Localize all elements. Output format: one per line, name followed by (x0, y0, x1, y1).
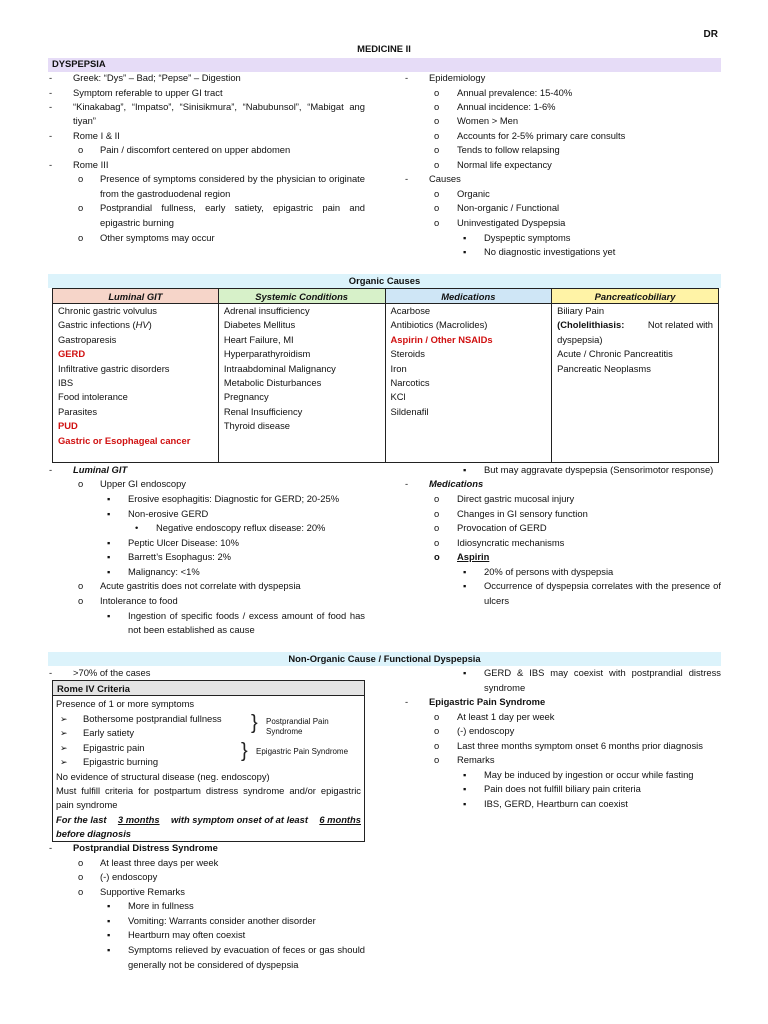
eps-item: Last three months symptom onset 6 months prior diagnosis (457, 740, 703, 751)
circle-marker: o (434, 522, 440, 533)
arrow-marker: ➢ (60, 757, 68, 767)
square-marker: ▪ (107, 900, 111, 911)
luminal-cell (53, 304, 219, 463)
pds-brace-label: Postprandial Pain (266, 717, 329, 726)
systemic-item: Thyroid disease (223, 420, 291, 432)
square-marker: ▪ (463, 464, 467, 475)
luminal-item: Gastroparesis (58, 333, 117, 345)
pds-brace-label-cont: Syndrome (266, 727, 303, 736)
rome-iv-box (52, 680, 365, 842)
negative-text: Negative endoscopy reflux disease: 20% (156, 522, 326, 533)
luminal-item: Gastric infections (HV) (58, 319, 152, 331)
nonorganic-heading: Non-Organic Cause / Functional Dyspepsia (288, 653, 481, 664)
eps-remark: Pain does not fulfill biliary pain criteria (484, 783, 641, 794)
dyspepsia-heading: DYSPEPSIA (52, 58, 106, 69)
luminal-item: Gastric or Esophageal cancer (58, 434, 191, 446)
gerd-ibs-text: GERD & IBS may coexist with postprandial distress (484, 667, 721, 678)
circle-marker: o (434, 740, 440, 751)
occurrence-text-cont: ulcers (484, 595, 510, 606)
circle-marker: o (434, 725, 440, 736)
medications-heading: Medications (429, 478, 484, 489)
pds-remark: More in fullness (128, 900, 194, 911)
rome3-sub2: Postprandial fullness, early satiety, epigastric pain and (100, 202, 365, 213)
rome-symptom: Epigastric burning (83, 756, 159, 767)
circle-marker: o (78, 173, 84, 184)
luminal-item: Infiltrative gastric disorders (58, 362, 170, 374)
rome12-sub: Pain / discomfort centered on upper abdomen (100, 144, 291, 155)
arrow-marker: ➢ (60, 714, 68, 724)
duration-part: 6 months (319, 814, 361, 825)
medication-item: KCl (390, 391, 406, 403)
pancreato-item (557, 318, 713, 332)
medication-item: Aspirin / Other NSAIDs (390, 333, 493, 345)
col-header-pancreaticobiliary: Pancreaticobiliary (552, 289, 719, 304)
eps-remark: IBS, GERD, Heartburn can coexist (484, 798, 628, 809)
square-marker: ▪ (107, 610, 111, 621)
dash-marker: - (49, 87, 53, 98)
luminal-item: Chronic gastric volvulus (58, 305, 157, 316)
dash-marker: - (49, 101, 53, 112)
circle-marker: o (434, 537, 440, 548)
uninvestigated-item: Dyspeptic symptoms (484, 232, 571, 243)
square-marker: ▪ (107, 537, 111, 548)
arrow-marker: ➢ (60, 743, 68, 753)
square-marker: ▪ (463, 580, 467, 591)
square-marker: ▪ (463, 566, 467, 577)
epi-item: Accounts for 2-5% primary care consults (457, 130, 626, 141)
rome-iv-heading: Rome IV Criteria (53, 681, 364, 696)
systemic-item: Renal Insufficiency (223, 405, 303, 417)
circle-marker: o (78, 580, 84, 591)
square-marker: ▪ (107, 551, 111, 562)
dash-marker: - (405, 72, 409, 83)
rome-symptom: Bothersome postprandial fullness (83, 713, 222, 724)
circle-marker: o (78, 595, 84, 606)
organic-causes-table (52, 288, 719, 463)
etymology-text: Greek: “Dys” – Bad; “Pepse” – Digestion (73, 72, 241, 83)
pds-heading: Postprandial Distress Syndrome (73, 842, 218, 853)
medication-item: Narcotics (390, 377, 430, 389)
must-fulfill-text: Must fulfill criteria for postpartum distress syndrome and/or epigastric (56, 785, 361, 796)
cholelithiasis-text: Not related with (647, 319, 713, 331)
eps-item: At least 1 day per week (457, 711, 555, 722)
col-header-medications: Medications (385, 289, 552, 304)
barretts-text: Barrett’s Esophagus: 2% (128, 551, 232, 562)
luminal-item: IBS (58, 377, 74, 389)
epi-item: Annual prevalence: 15-40% (457, 87, 573, 98)
duration-text-cont: before diagnosis (56, 828, 132, 839)
luminal-item: PUD (58, 420, 78, 432)
duration-text (56, 813, 361, 827)
acute-gastritis-text: Acute gastritis does not correlate with dyspepsia (100, 580, 301, 591)
circle-marker: o (78, 871, 84, 882)
circle-marker: o (78, 886, 84, 897)
med-mech-item: Idiosyncratic mechanisms (457, 537, 565, 548)
cholelithiasis-label: (Cholelithiasis: (557, 319, 625, 331)
circle-marker: o (434, 217, 440, 228)
brace-icon: } (241, 740, 248, 762)
causes-label: Causes (429, 173, 461, 184)
intolerance-text: Intolerance to food (100, 595, 178, 606)
circle-marker: o (434, 159, 440, 170)
col-header-luminal: Luminal GIT (53, 289, 219, 304)
square-marker: ▪ (107, 566, 111, 577)
presence-text: Presence of 1 or more symptoms (56, 698, 195, 709)
eps-heading: Epigastric Pain Syndrome (429, 696, 546, 707)
rome3-sub1-cont: from the gastroduodenal region (100, 188, 231, 199)
pancreaticobiliary-cell (552, 304, 719, 463)
medications-cell (385, 304, 552, 463)
organic-heading: Organic Causes (348, 275, 421, 286)
col-header-systemic: Systemic Conditions (218, 289, 385, 304)
gerd-ibs-text-cont: syndrome (484, 682, 526, 693)
eps-remark: May be induced by ingestion or occur while fasting (484, 769, 694, 780)
pancreato-item: Acute / Chronic Pancreatitis (557, 348, 673, 360)
square-marker: ▪ (107, 493, 111, 504)
epi-item: Normal life expectancy (457, 159, 552, 170)
rome-symptom: Early satiety (83, 727, 135, 738)
rome3-sub3: Other symptoms may occur (100, 232, 215, 243)
systemic-item: Metabolic Disturbances (223, 377, 322, 389)
dash-marker: - (49, 130, 53, 141)
ingestion-text: Ingestion of specific foods / excess amount of food has (128, 610, 365, 621)
dash-marker: - (405, 173, 409, 184)
systemic-item: Diabetes Mellitus (223, 319, 296, 331)
circle-marker: o (78, 144, 84, 155)
arrow-marker: ➢ (60, 728, 68, 738)
tagalog-text: “Kinakabag”, “Impatso”, “Sinisikmura”, “Nabubunsol”, “Mabigat ang (73, 101, 365, 112)
malignancy-text: Malignancy: <1% (128, 566, 200, 577)
medication-item: Acarbose (390, 305, 431, 316)
nonerosive-text: Non-erosive GERD (128, 508, 209, 519)
luminal-heading: Luminal GIT (73, 464, 128, 475)
rome-symptom: Epigastric pain (83, 742, 145, 753)
luminal-item: Parasites (58, 405, 98, 417)
square-marker: ▪ (107, 944, 111, 955)
med-mech-item: Provocation of GERD (457, 522, 547, 533)
circle-marker: o (434, 508, 440, 519)
square-marker: ▪ (107, 508, 111, 519)
circle-marker: o (434, 711, 440, 722)
pds-remark: Heartburn may often coexist (128, 929, 246, 940)
cause-item: Non-organic / Functional (457, 202, 560, 213)
ingestion-text-cont: not been established as cause (128, 624, 255, 635)
circle-marker: o (78, 202, 84, 213)
luminal-item: GERD (58, 348, 86, 360)
medication-item: Steroids (390, 348, 425, 360)
medication-item: Sildenafil (390, 405, 429, 417)
circle-marker: o (434, 144, 440, 155)
epi-item: Tends to follow relapsing (457, 144, 560, 155)
circle-marker: o (434, 754, 440, 765)
dash-marker: - (49, 72, 53, 83)
aggravate-text: But may aggravate dyspepsia (Sensorimotor response) (484, 464, 714, 475)
circle-marker: o (434, 202, 440, 213)
circle-marker: o (434, 87, 440, 98)
header-corner: DR (703, 29, 718, 40)
aspirin-heading: Aspirin (457, 551, 490, 562)
medication-item: Antibiotics (Macrolides) (390, 319, 488, 331)
systemic-item: Heart Failure, MI (223, 333, 294, 345)
circle-marker: o (78, 232, 84, 243)
pds-item: Supportive Remarks (100, 886, 185, 897)
systemic-item: Pregnancy (223, 391, 269, 403)
luminal-item: Food intolerance (58, 391, 128, 403)
cause-item: Uninvestigated Dyspepsia (457, 217, 566, 228)
pct-text: >70% of the cases (73, 667, 151, 678)
pds-item: At least three days per week (100, 857, 219, 868)
bullet-marker: • (135, 522, 139, 533)
duration-part: 3 months (117, 814, 160, 825)
dyspepsia-bar (48, 58, 721, 72)
square-marker: ▪ (463, 232, 467, 243)
dash-marker: - (49, 464, 53, 475)
epi-item: Annual incidence: 1-6% (457, 101, 556, 112)
square-marker: ▪ (463, 783, 467, 794)
pds-remark: Vomiting: Warrants consider another disorder (128, 915, 316, 926)
dash-marker: - (405, 478, 409, 489)
epidemiology-label: Epidemiology (429, 72, 486, 83)
eps-brace-label: Epigastric Pain Syndrome (256, 747, 349, 756)
duration-part: For the last (56, 814, 107, 825)
occurrence-text: Occurrence of dyspepsia correlates with the presence of (484, 580, 721, 591)
systemic-cell (218, 304, 385, 463)
aspirin-item: 20% of persons with dyspepsia (484, 566, 614, 577)
systemic-item: Intraabdominal Malignancy (223, 362, 336, 374)
pancreato-item: Pancreatic Neoplasms (557, 362, 651, 374)
square-marker: ▪ (463, 769, 467, 780)
pancreato-item: Biliary Pain (557, 305, 605, 316)
circle-marker: o (78, 857, 84, 868)
dash-marker: - (49, 667, 53, 678)
rome3-sub2-cont: epigastric burning (100, 217, 175, 228)
rome3-text: Rome III (73, 159, 109, 170)
rome12-text: Rome I & II (73, 130, 120, 141)
dash-marker: - (405, 696, 409, 707)
circle-marker: o (434, 115, 440, 126)
med-mech-item: Changes in GI sensory function (457, 508, 588, 519)
pds-item: (-) endoscopy (100, 871, 158, 882)
eps-item: Remarks (457, 754, 495, 765)
pancreato-item: dyspepsia) (557, 333, 603, 345)
upper-gi-text: Upper GI endoscopy (100, 478, 186, 489)
systemic-item: Adrenal insufficiency (223, 305, 310, 316)
square-marker: ▪ (463, 246, 467, 257)
circle-marker: o (434, 130, 440, 141)
circle-marker: o (434, 493, 440, 504)
circle-marker: o (434, 101, 440, 112)
uninvestigated-item: No diagnostic investigations yet (484, 246, 616, 257)
epi-item: Women > Men (457, 115, 519, 126)
dash-marker: - (49, 842, 53, 853)
erosive-text: Erosive esophagitis: Diagnostic for GERD; 20-25% (128, 493, 340, 504)
eps-item: (-) endoscopy (457, 725, 515, 736)
rome3-sub1: Presence of symptoms considered by the physician to originate (100, 173, 365, 184)
square-marker: ▪ (107, 929, 111, 940)
tagalog-text-cont: tiyan” (73, 115, 96, 126)
cause-item: Organic (457, 188, 490, 199)
relieved-text: Symptoms relieved by evacuation of feces or gas should (128, 944, 365, 955)
med-mech-item: Direct gastric mucosal injury (457, 493, 575, 504)
symptom-text: Symptom referable to upper GI tract (73, 87, 223, 98)
brace-icon: } (251, 712, 258, 734)
must-fulfill-text-cont: pain syndrome (56, 799, 118, 810)
medication-item: Iron (390, 362, 407, 374)
square-marker: ▪ (107, 915, 111, 926)
page-title: MEDICINE II (357, 43, 411, 54)
circle-marker: o (434, 551, 440, 562)
circle-marker: o (78, 478, 84, 489)
square-marker: ▪ (463, 798, 467, 809)
pud-text: Peptic Ulcer Disease: 10% (128, 537, 239, 548)
relieved-text-cont: generally not be considered of dyspepsia (128, 959, 299, 970)
systemic-item: Hyperparathyroidism (223, 348, 311, 360)
no-evidence-text: No evidence of structural disease (neg. endoscopy) (56, 771, 270, 782)
square-marker: ▪ (463, 667, 467, 678)
circle-marker: o (434, 188, 440, 199)
duration-part: with symptom onset of at least (170, 814, 308, 825)
dash-marker: - (49, 159, 53, 170)
